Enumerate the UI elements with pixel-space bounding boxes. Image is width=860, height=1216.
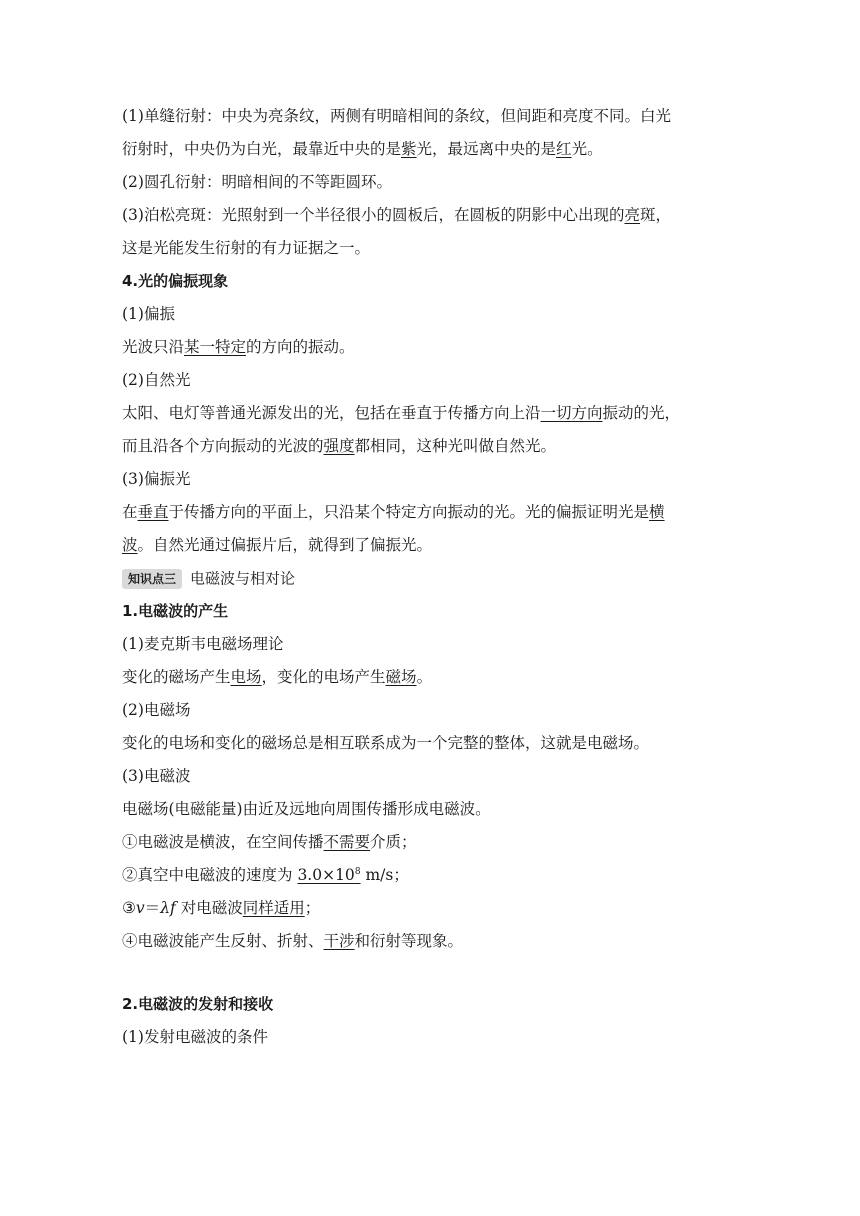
answer-intensity: 强度 <box>323 437 355 455</box>
em-item-4 <box>122 925 744 958</box>
polarization-heading: 4.光的偏振现象 <box>122 272 229 290</box>
single-slit-text-4: 光。 <box>571 140 603 158</box>
page-content <box>122 100 744 1054</box>
polarization-def-line <box>122 331 744 364</box>
answer-transverse-2: 波 <box>122 536 138 554</box>
em-generation-heading: 1.电磁波的产生 <box>122 602 229 620</box>
polarized-text-2: 于传播方向的平面上，只沿某个特定方向振动的光。光的偏振证明光是 <box>168 503 650 521</box>
speed-base: 3.0×10 <box>297 866 355 884</box>
answer-bright: 亮 <box>624 206 640 224</box>
polarization-def-text: 光波只沿 <box>122 338 185 356</box>
poisson-line-2 <box>122 232 744 265</box>
em-field-title: (2)电磁场 <box>122 701 191 719</box>
item3-text-2: ； <box>304 899 321 917</box>
polarized-light-line-2 <box>122 529 744 562</box>
circular-hole-line <box>122 166 744 199</box>
answer-magnetic-field: 磁场 <box>385 668 417 686</box>
item1-text-2: 介质； <box>370 833 417 851</box>
answer-specific: 某一特定 <box>184 338 247 356</box>
circular-hole-text: (2)圆孔衍射：明暗相间的不等距圆环。 <box>122 173 392 191</box>
em-item-3 <box>122 892 744 925</box>
em-transmission-heading: 2.电磁波的发射和接收 <box>122 995 274 1013</box>
knowledge-point-tag: 知识点三 <box>122 569 182 589</box>
answer-violet: 紫 <box>401 140 417 158</box>
em-item-1 <box>122 826 744 859</box>
answer-speed <box>297 866 360 884</box>
single-slit-text-3: 光，最远离中央的是 <box>416 140 557 158</box>
polarization-title: (1)偏振 <box>122 305 175 323</box>
answer-transverse-1: 横 <box>649 503 665 521</box>
section-header <box>122 562 744 595</box>
item3-text: 对电磁波 <box>175 899 243 917</box>
maxwell-line <box>122 661 744 694</box>
answer-interference: 干涉 <box>323 932 355 950</box>
natural-light-line-1 <box>122 397 744 430</box>
polarized-light-title: (3)偏振光 <box>122 470 191 488</box>
section-title: 电磁波与相对论 <box>190 569 296 588</box>
formula-eq: ＝ <box>144 899 161 917</box>
emission-condition-title: (1)发射电磁波的条件 <box>122 1028 268 1046</box>
single-slit-text-2: 衍射时，中央仍为白光，最靠近中央的是 <box>122 140 402 158</box>
formula-lambda: λ <box>160 899 171 917</box>
em-item-2 <box>122 859 744 892</box>
em-field-text: 变化的电场和变化的磁场总是相互联系成为一个完整的整体，这就是电磁场。 <box>122 734 650 752</box>
answer-electric-field: 电场 <box>230 668 262 686</box>
maxwell-title: (1)麦克斯韦电磁场理论 <box>122 635 284 653</box>
natural-light-text-4: 都相同，这种光叫做自然光。 <box>354 437 557 455</box>
spacer <box>122 958 744 988</box>
polarized-text: 在 <box>122 503 138 521</box>
answer-red: 红 <box>556 140 572 158</box>
answer-all-directions: 一切方向 <box>540 404 603 422</box>
single-slit-line-2 <box>122 133 744 166</box>
maxwell-text: 变化的磁场产生 <box>122 668 231 686</box>
formula-v: v <box>135 899 145 917</box>
natural-light-text-2: 振动的光， <box>602 404 681 422</box>
formula-f: f <box>170 899 176 917</box>
poisson-text-3: 这是光能发生衍射的有力证据之一。 <box>122 239 371 257</box>
poisson-line-1 <box>122 199 744 232</box>
item3-marker: ③ <box>122 899 136 917</box>
polarization-def-text-2: 的方向的振动。 <box>246 338 355 356</box>
em-wave-title: (3)电磁波 <box>122 767 191 785</box>
item2-text-2: m/s； <box>360 866 409 884</box>
natural-light-text-3: 而且沿各个方向振动的光波的 <box>122 437 324 455</box>
single-slit-line-1 <box>122 100 744 133</box>
em-wave-text: 电磁场(电磁能量)由近及远地向周围传播形成电磁波。 <box>122 800 491 818</box>
speed-exponent: 8 <box>354 866 361 877</box>
natural-light-text: 太阳、电灯等普通光源发出的光，包括在垂直于传播方向上沿 <box>122 404 541 422</box>
maxwell-text-3: 。 <box>416 668 433 686</box>
poisson-text: (3)泊松亮斑：光照射到一个半径很小的圆板后，在圆板的阴影中心出现的 <box>122 206 625 224</box>
maxwell-text-2: ，变化的电场产生 <box>261 668 386 686</box>
natural-light-line-2 <box>122 430 744 463</box>
polarized-text-3: 。自然光通过偏振片后，就得到了偏振光。 <box>137 536 433 554</box>
answer-applies: 同样适用 <box>242 899 305 917</box>
item1-text: ①电磁波是横波，在空间传播 <box>122 833 324 851</box>
answer-no-medium: 不需要 <box>323 833 371 851</box>
natural-light-title: (2)自然光 <box>122 371 191 389</box>
item4-text: ④电磁波能产生反射、折射、 <box>122 932 324 950</box>
polarized-light-line-1 <box>122 496 744 529</box>
single-slit-text: (1)单缝衍射：中央为亮条纹，两侧有明暗相间的条纹，但间距和亮度不同。白光 <box>122 107 671 125</box>
item4-text-2: 和衍射等现象。 <box>354 932 464 950</box>
answer-perpendicular: 垂直 <box>137 503 169 521</box>
item2-text: ②真空中电磁波的速度为 <box>122 866 298 884</box>
poisson-text-2: 斑， <box>639 206 671 224</box>
